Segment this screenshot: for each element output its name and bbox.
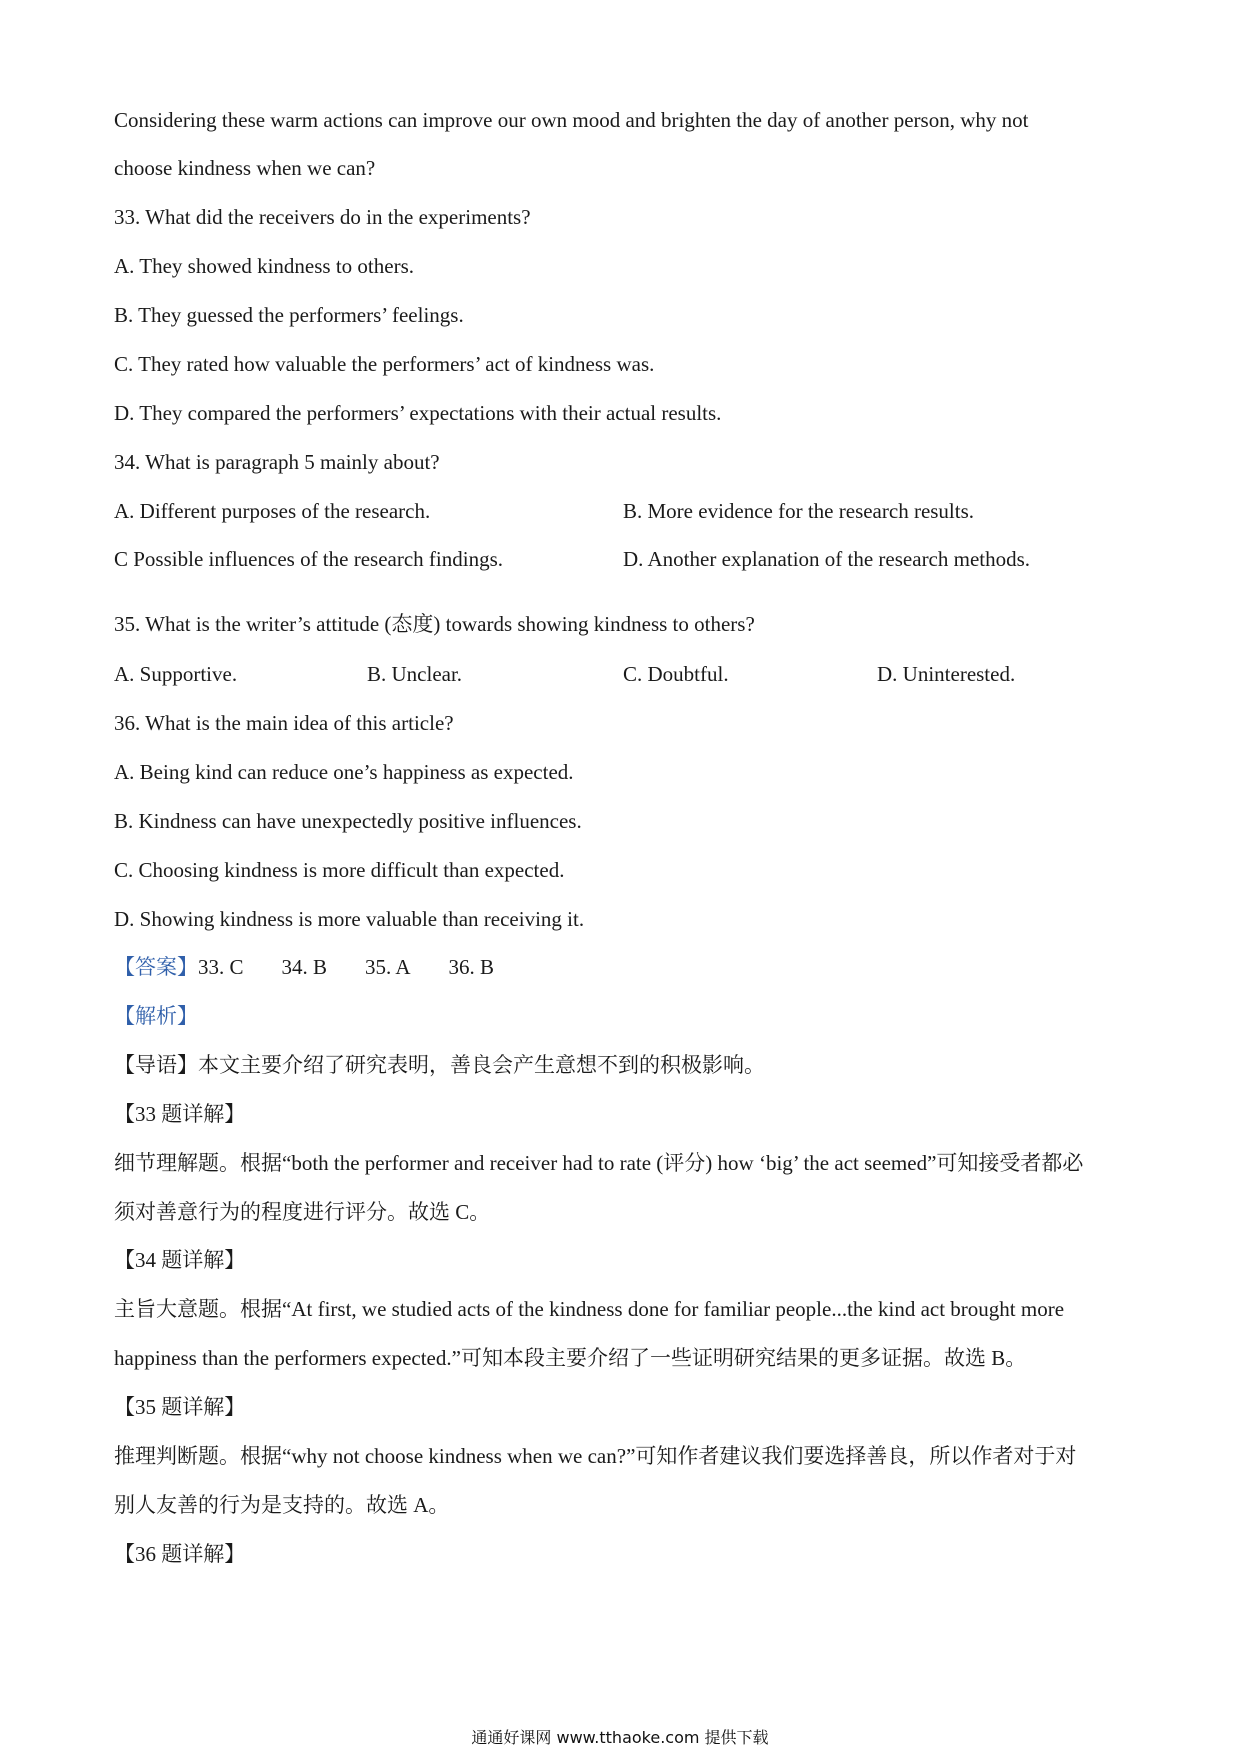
question-34-option-c: C Possible influences of the research findings.	[114, 547, 503, 571]
question-33-option-d: D. They compared the performers’ expectations with their actual results.	[114, 401, 722, 425]
answer-line	[114, 953, 494, 981]
detail-33-title: 【33 题详解】	[114, 1102, 246, 1126]
question-36-option-c: C. Choosing kindness is more difficult than expected.	[114, 858, 565, 882]
question-35-option-d: D. Uninterested.	[877, 662, 1016, 686]
question-36-option-b: B. Kindness can have unexpectedly positive influences.	[114, 809, 582, 833]
question-36-option-d: D. Showing kindness is more valuable than receiving it.	[114, 907, 585, 931]
detail-34-text: happiness than the performers expected.”可知本段主要介绍了一些证明研究结果的更多证据。故选 B。	[114, 1346, 1027, 1370]
detail-34-text: 主旨大意题。根据“At first, we studied acts of the kindness done for familiar people...the kind act brought more	[114, 1297, 1065, 1321]
detail-33-text: 须对善意行为的程度进行评分。故选 C。	[114, 1200, 491, 1224]
passage-line: Considering these warm actions can improve our own mood and brighten the day of another person, why not	[114, 108, 1029, 132]
question-33-option-a: A. They showed kindness to others.	[114, 254, 414, 278]
question-33-stem: 33. What did the receivers do in the experiments?	[114, 205, 531, 229]
answer-value-36: 36. B	[448, 955, 495, 979]
question-35-option-b: B. Unclear.	[367, 662, 463, 686]
question-34-option-a: A. Different purposes of the research.	[114, 499, 431, 523]
detail-35-text: 推理判断题。根据“why not choose kindness when we can?”可知作者建议我们要选择善良，所以作者对于对	[114, 1444, 1077, 1468]
question-33-option-b: B. They guessed the performers’ feelings.	[114, 303, 464, 327]
answer-value-33: 33. C	[198, 955, 244, 979]
question-34-stem: 34. What is paragraph 5 mainly about?	[114, 450, 440, 474]
answer-value-35: 35. A	[365, 955, 411, 979]
passage-line: choose kindness when we can?	[114, 156, 376, 180]
detail-35-title: 【35 题详解】	[114, 1395, 246, 1419]
question-34-option-b: B. More evidence for the research results.	[623, 499, 975, 523]
analysis-label: 【解析】	[114, 1004, 198, 1028]
question-35-stem: 35. What is the writer’s attitude (态度) towards showing kindness to others?	[114, 612, 755, 636]
detail-34-title: 【34 题详解】	[114, 1248, 246, 1272]
question-33-option-c: C. They rated how valuable the performers’ act of kindness was.	[114, 352, 655, 376]
page-footer: 通通好课网 www.tthaoke.com 提供下载	[471, 1728, 769, 1747]
question-35-option-a: A. Supportive.	[114, 662, 238, 686]
question-36-stem: 36. What is the main idea of this article?	[114, 711, 454, 735]
question-36-option-a: A. Being kind can reduce one’s happiness as expected.	[114, 760, 574, 784]
detail-35-text: 别人友善的行为是支持的。故选 A。	[114, 1493, 450, 1517]
question-34-option-d: D. Another explanation of the research methods.	[623, 547, 1031, 571]
answer-label: 【答案】	[114, 955, 198, 979]
detail-33-text: 细节理解题。根据“both the performer and receiver had to rate (评分) how ‘big’ the act seemed”可知接受者都必	[114, 1151, 1084, 1175]
question-35-option-c: C. Doubtful.	[623, 662, 729, 686]
detail-36-title: 【36 题详解】	[114, 1542, 246, 1566]
guide-text: 【导语】本文主要介绍了研究表明，善良会产生意想不到的积极影响。	[114, 1053, 765, 1077]
answer-value-34: 34. B	[281, 955, 328, 979]
